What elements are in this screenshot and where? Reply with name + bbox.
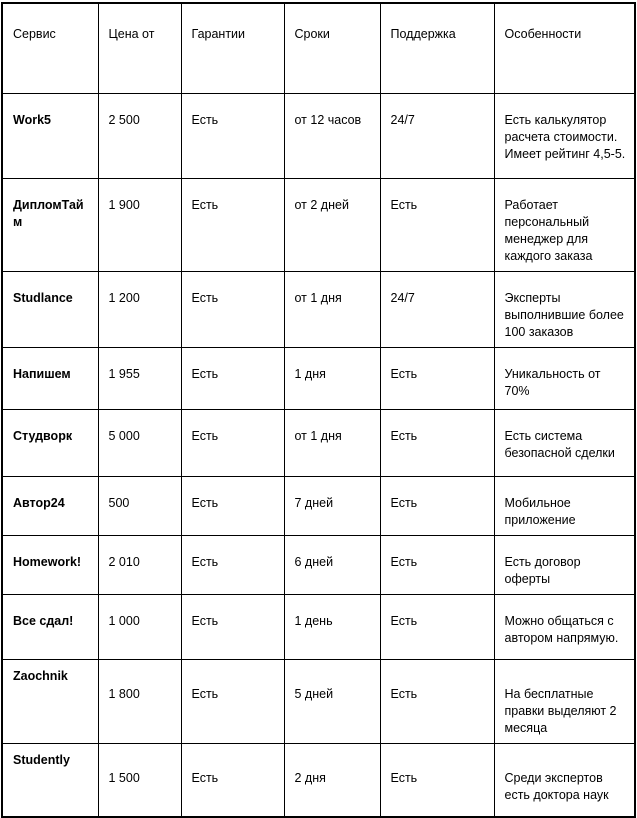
cell-features: Можно общаться с автором напрямую. (494, 595, 635, 660)
column-header-features: Особенности (494, 3, 635, 94)
cell-guarantee: Есть (181, 348, 284, 410)
table-row (2, 536, 635, 595)
cell-support: 24/7 (380, 94, 494, 179)
cell-features: Эксперты выполнившие более 100 заказов (494, 272, 635, 348)
cell-guarantee: Есть (181, 410, 284, 477)
table-row (2, 744, 635, 817)
cell-price: 1 000 (98, 595, 181, 660)
document-page (0, 2, 637, 802)
cell-guarantee: Есть (181, 595, 284, 660)
table-row (2, 348, 635, 410)
cell-service: Напишем (2, 348, 98, 410)
cell-features: Мобильное приложение (494, 477, 635, 536)
cell-price: 500 (98, 477, 181, 536)
cell-guarantee: Есть (181, 94, 284, 179)
cell-support: Есть (380, 410, 494, 477)
cell-support: Есть (380, 660, 494, 744)
cell-support: 24/7 (380, 272, 494, 348)
cell-features: Есть договор оферты (494, 536, 635, 595)
cell-support: Есть (380, 348, 494, 410)
cell-support: Есть (380, 595, 494, 660)
cell-price: 2 010 (98, 536, 181, 595)
table-row (2, 94, 635, 179)
cell-service: ДипломТайм (2, 179, 98, 272)
cell-terms: 6 дней (284, 536, 380, 595)
cell-support: Есть (380, 179, 494, 272)
cell-terms: от 1 дня (284, 272, 380, 348)
table-row (2, 660, 635, 744)
cell-terms: от 2 дней (284, 179, 380, 272)
table-row (2, 595, 635, 660)
cell-support: Есть (380, 744, 494, 817)
cell-service: Zaochnik (2, 660, 98, 744)
table-row (2, 272, 635, 348)
cell-guarantee: Есть (181, 660, 284, 744)
cell-service: Все сдал! (2, 595, 98, 660)
table-row (2, 179, 635, 272)
cell-terms: от 12 часов (284, 94, 380, 179)
cell-terms: 1 день (284, 595, 380, 660)
cell-service: Work5 (2, 94, 98, 179)
column-header-terms: Сроки (284, 3, 380, 94)
cell-features: Есть система безопасной сделки (494, 410, 635, 477)
cell-service: Studently (2, 744, 98, 817)
comparison-table (1, 2, 636, 818)
cell-price: 1 200 (98, 272, 181, 348)
cell-service: Studlance (2, 272, 98, 348)
cell-terms: 7 дней (284, 477, 380, 536)
cell-features: На бесплатные правки выделяют 2 месяца (494, 660, 635, 744)
cell-guarantee: Есть (181, 179, 284, 272)
header-row (2, 3, 635, 94)
cell-terms: от 1 дня (284, 410, 380, 477)
cell-guarantee: Есть (181, 536, 284, 595)
cell-terms: 1 дня (284, 348, 380, 410)
column-header-support: Поддержка (380, 3, 494, 94)
cell-price: 1 500 (98, 744, 181, 817)
cell-service: Студворк (2, 410, 98, 477)
cell-guarantee: Есть (181, 744, 284, 817)
cell-price: 1 955 (98, 348, 181, 410)
cell-features: Уникальность от 70% (494, 348, 635, 410)
column-header-service: Сервис (2, 3, 98, 94)
cell-support: Есть (380, 536, 494, 595)
cell-guarantee: Есть (181, 272, 284, 348)
cell-features: Работает персональный менеджер для каждого заказа (494, 179, 635, 272)
cell-support: Есть (380, 477, 494, 536)
cell-terms: 2 дня (284, 744, 380, 817)
cell-features: Среди экспертов есть доктора наук (494, 744, 635, 817)
cell-price: 5 000 (98, 410, 181, 477)
table-row (2, 477, 635, 536)
column-header-price: Цена от (98, 3, 181, 94)
cell-service: Автор24 (2, 477, 98, 536)
cell-guarantee: Есть (181, 477, 284, 536)
cell-service: Homework! (2, 536, 98, 595)
cell-price: 2 500 (98, 94, 181, 179)
table-row (2, 410, 635, 477)
column-header-guarantee: Гарантии (181, 3, 284, 94)
cell-features: Есть калькулятор расчета стоимости. Имеет рейтинг 4,5-5. (494, 94, 635, 179)
cell-terms: 5 дней (284, 660, 380, 744)
cell-price: 1 900 (98, 179, 181, 272)
cell-price: 1 800 (98, 660, 181, 744)
